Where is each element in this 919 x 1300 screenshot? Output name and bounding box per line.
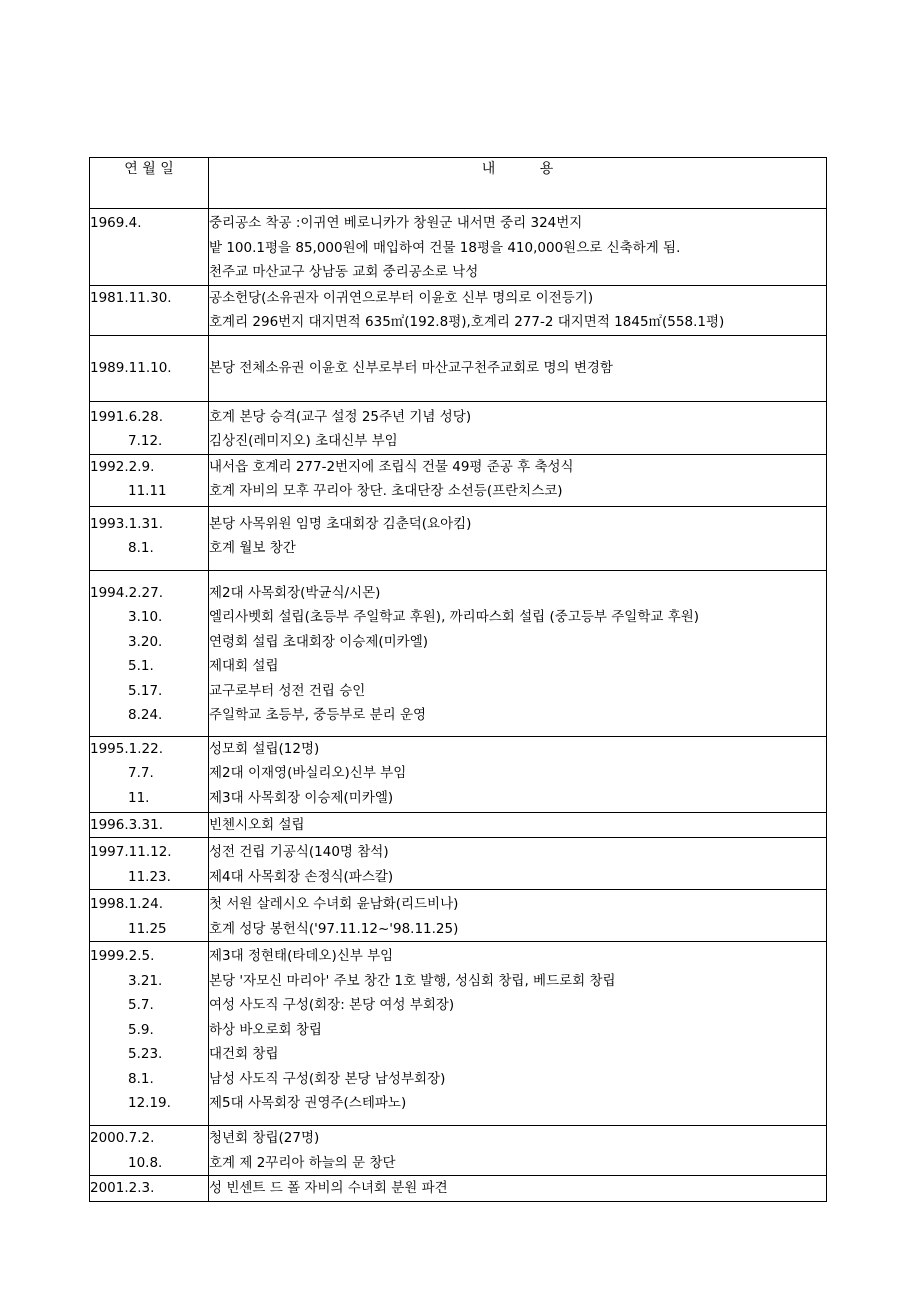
entry-date: 1991.6.28. [90,408,163,425]
date-cell [90,890,209,942]
entry-subdate: 5.17. [128,682,163,699]
date-cell [90,812,209,838]
content-cell [209,209,827,286]
entry-date: 2000.7.2. [90,1130,155,1146]
date-cell [90,570,209,736]
entry-subdate: 3.10. [128,609,163,625]
entry-subdate: 8.24. [128,707,163,723]
entry-text: 여성 사도직 구성(회장: 본당 여성 부회장) [209,997,455,1013]
entry-subdate: 11.23. [128,868,171,885]
entry-date: 1996.3.31. [90,816,163,833]
table-row [90,1126,827,1176]
content-cell [209,506,827,570]
entry-subdate [90,310,208,335]
content-cell [209,335,827,401]
content-cell [209,454,827,506]
entry-date: 1997.11.12. [90,844,172,860]
entry-text: 공소헌당(소유권자 이귀연으로부터 이윤호 신부 명의로 이전등기) [209,289,594,306]
table-row [90,285,827,335]
entry-date: 1981.11.30. [90,289,172,306]
entry-date: 1993.1.31. [90,515,163,532]
table-row [90,209,827,286]
chronology-table [89,157,827,1202]
entry-text: 주일학교 초등부, 중등부로 분리 운영 [209,707,427,723]
header-row [90,158,827,209]
content-cell [209,812,827,838]
content-column-header: 내 용 [209,158,827,209]
entry-text: 제대회 설립 [209,658,279,674]
content-cell [209,736,827,812]
date-cell [90,1126,209,1176]
entry-text: 본당 사목위원 임명 초대회장 김춘덕(요아킴) [209,515,472,532]
entry-text: 첫 서원 살레시오 수녀회 윤남화(리드비나) [209,896,459,912]
entry-subdate: 5.7. [128,997,154,1013]
entry-text: 중리공소 착공 :이귀연 베로니카가 창원군 내서면 중리 324번지 [209,215,583,231]
entry-date: 1995.1.22. [90,740,163,757]
table-row [90,890,827,942]
entry-subdate: 3.21. [128,972,163,989]
entry-subdate: 11.11 [128,483,167,499]
entry-text: 내서읍 호계리 277-2번지에 조립식 건물 49평 준공 후 축성식 [209,458,574,475]
entry-text: 제2대 사목회장(박균식/시몬) [209,584,381,601]
entry-subdate: 5.23. [128,1046,163,1062]
table-row [90,838,827,890]
table-row [90,335,827,401]
entry-date: 1998.1.24. [90,896,163,912]
content-cell [209,285,827,335]
entry-date: 2001.2.3. [90,1180,155,1196]
table-row [90,454,827,506]
entry-text: 성 빈센트 드 폴 자비의 수녀회 분원 파견 [209,1180,448,1196]
date-cell [90,1176,209,1202]
entry-subdate [90,260,208,285]
entry-text: 호계 월보 창간 [209,540,296,556]
date-cell [90,506,209,570]
table-row [90,506,827,570]
table-row [90,942,827,1126]
entry-subdate: 10.8. [128,1154,163,1171]
content-cell [209,401,827,454]
table-row [90,736,827,812]
entry-text: 제5대 사목회장 권영주(스테파노) [209,1095,407,1111]
entry-subdate: 12.19. [128,1095,171,1111]
table-row [90,812,827,838]
entry-text: 호계리 296번지 대지면적 635㎡(192.8평),호계리 277-2 대지면적 1845㎡(558.1평) [209,314,725,330]
entry-subdate [90,236,208,261]
table-row [90,1176,827,1202]
entry-text: 본당 전체소유권 이윤호 신부로부터 마산교구천주교회로 명의 변경함 [209,359,613,376]
entry-text: 청년회 창립(27명) [209,1130,320,1146]
entry-date: 1989.11.10. [90,359,172,376]
entry-subdate: 5.9. [128,1021,154,1038]
entry-subdate: 7.7. [128,765,154,781]
entry-text: 하상 바오로회 창립 [209,1021,322,1038]
content-cell [209,570,827,736]
content-cell [209,942,827,1126]
entry-subdate: 11.25 [128,920,167,937]
content-cell [209,890,827,942]
entry-text: 호계 본당 승격(교구 설정 25주년 기념 성당) [209,408,472,425]
entry-date: 1969.4. [90,215,142,231]
date-cell [90,401,209,454]
date-cell [90,454,209,506]
entry-date: 1999.2.5. [90,948,155,964]
entry-date: 1994.2.27. [90,584,163,601]
entry-text: 교구로부터 성전 건립 승인 [209,682,366,699]
entry-text: 호계 성당 봉헌식('97.11.12~'98.11.25) [209,920,459,937]
date-cell [90,942,209,1126]
entry-text: 본당 '자모신 마리아' 주보 창간 1호 발행, 성심회 창립, 베드로회 창립 [209,972,616,989]
entry-text: 호계 제 2꾸리아 하늘의 문 창단 [209,1154,396,1171]
entry-text: 제3대 정현태(타데오)신부 부임 [209,948,394,964]
entry-text: 성전 건립 기공식(140명 참석) [209,844,389,860]
date-cell [90,335,209,401]
content-cell [209,838,827,890]
entry-text: 천주교 마산교구 상남동 교회 중리공소로 낙성 [209,264,479,280]
date-cell [90,736,209,812]
table-row [90,401,827,454]
entry-subdate: 5.1. [128,658,154,674]
entry-text: 호계 자비의 모후 꾸리아 창단. 초대단장 소선등(프란치스코) [209,483,563,499]
entry-date: 1992.2.9. [90,458,155,475]
entry-text: 엘리사벳회 설립(초등부 주일학교 후원), 까리따스회 설립 (중고등부 주일학교 후원) [209,609,700,625]
date-cell [90,838,209,890]
entry-text: 연령회 설립 초대회장 이승제(미카엘) [209,633,429,650]
entry-text: 제2대 이재영(바실리오)신부 부임 [209,765,407,781]
date-cell [90,285,209,335]
entry-text: 제4대 사목회장 손정식(파스칼) [209,868,394,885]
entry-text: 성모회 설립(12명) [209,740,320,757]
entry-subdate: 7.12. [128,433,163,449]
entry-text: 밭 100.1평을 85,000원에 매입하여 건물 18평을 410,000원으로 신축하게 됨. [209,239,681,256]
entry-subdate: 8.1. [128,1070,154,1087]
entry-text: 김상진(레미지오) 초대신부 부임 [209,433,398,449]
content-cell [209,1126,827,1176]
table-row [90,570,827,736]
content-cell [209,1176,827,1202]
entry-text: 남성 사도직 구성(회장 본당 남성부회장) [209,1070,446,1087]
date-column-header: 연 월 일 [90,158,209,209]
entry-text: 제3대 사목회장 이승제(미카엘) [209,789,394,806]
entry-text: 대건회 창립 [209,1046,279,1062]
entry-subdate: 8.1. [128,540,154,556]
entry-subdate: 11. [128,789,150,806]
date-cell [90,209,209,286]
entry-text: 빈첸시오회 설립 [209,816,305,833]
entry-subdate: 3.20. [128,633,163,650]
